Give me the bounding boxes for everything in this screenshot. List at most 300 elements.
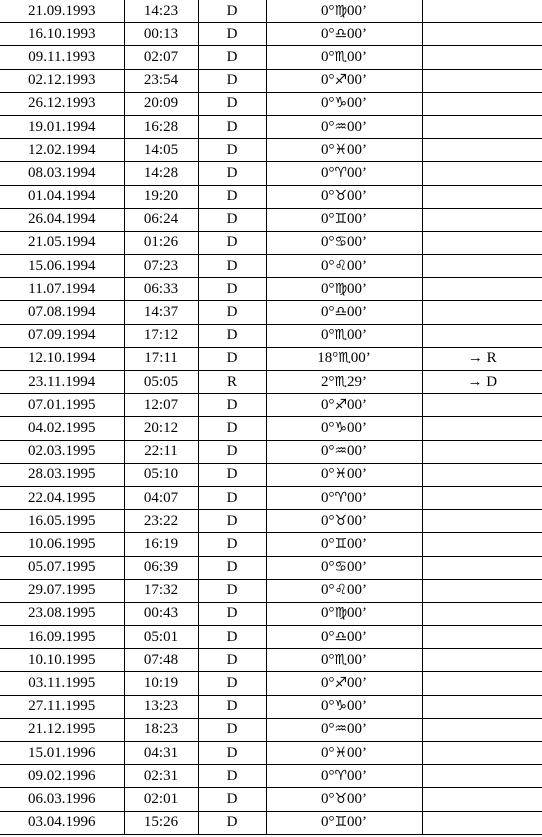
table-row [0,533,542,556]
table-row [0,92,542,115]
date-cell: 07.08.1994 [0,301,124,324]
position-cell [266,394,422,417]
pisces-sign-icon: ♓ [334,744,348,761]
position-cell [266,649,422,672]
table-row [0,185,542,208]
motion-cell: D [198,92,266,115]
position-degrees: 0° [320,698,335,715]
pisces-sign-icon: ♓ [334,466,348,483]
position-minutes: 00’ [347,512,368,529]
station-note-cell [422,510,542,533]
motion-cell: D [198,626,266,649]
scorpio-sign-icon: ♏ [338,350,351,367]
time-cell: 14:37 [124,301,198,324]
capricorn-sign-icon: ♑ [334,698,348,715]
date-cell: 02.12.1993 [0,69,124,92]
position-minutes: 00’ [347,234,368,251]
date-cell: 04.02.1995 [0,417,124,440]
position-degrees: 2° [320,373,335,390]
position-degrees: 0° [320,72,335,89]
position-minutes: 00’ [347,118,368,135]
table-row [0,579,542,602]
date-cell: 07.01.1995 [0,394,124,417]
table-row [0,394,542,417]
position-cell [266,347,422,370]
sagittarius-sign-icon: ♐ [334,675,348,692]
position-degrees: 0° [320,443,335,460]
table-row [0,672,542,695]
date-cell: 15.06.1994 [0,255,124,278]
position-degrees: 0° [320,582,335,599]
aquarius-sign-icon: ♒ [334,118,348,135]
station-note-cell [422,695,542,718]
time-cell: 20:12 [124,417,198,440]
position-degrees: 0° [320,2,335,19]
position-degrees: 0° [320,675,335,692]
time-cell: 12:07 [124,394,198,417]
position-cell [266,208,422,231]
table-row [0,649,542,672]
motion-cell: D [198,139,266,162]
position-cell [266,626,422,649]
date-cell: 22.04.1995 [0,486,124,509]
virgo-sign-icon: ♍ [334,280,348,297]
position-minutes: 00’ [347,466,368,483]
date-cell: 11.07.1994 [0,278,124,301]
station-note-cell [422,742,542,765]
capricorn-sign-icon: ♑ [334,95,348,112]
motion-cell: D [198,602,266,625]
aries-sign-icon: ♈ [334,489,348,506]
position-minutes: 00’ [347,628,368,645]
position-cell [266,301,422,324]
date-cell: 03.11.1995 [0,672,124,695]
time-cell: 05:10 [124,463,198,486]
table-row [0,46,542,69]
position-minutes: 00’ [347,790,368,807]
motion-cell: R [198,371,266,394]
motion-cell: D [198,162,266,185]
motion-cell: D [198,742,266,765]
time-cell: 17:32 [124,579,198,602]
position-minutes: 00’ [347,582,368,599]
time-cell: 17:11 [124,347,198,370]
position-minutes: 00’ [347,698,368,715]
taurus-sign-icon: ♉ [334,790,348,807]
motion-cell: D [198,486,266,509]
time-cell: 00:13 [124,23,198,46]
virgo-sign-icon: ♍ [334,2,348,19]
position-degrees: 0° [320,48,335,65]
table-row [0,255,542,278]
aries-sign-icon: ♈ [334,164,348,181]
motion-cell: D [198,718,266,741]
table-row [0,788,542,811]
gemini-sign-icon: ♊ [334,814,348,831]
table-row [0,765,542,788]
station-note-cell [422,46,542,69]
position-cell [266,718,422,741]
time-cell: 22:11 [124,440,198,463]
position-minutes: 00’ [347,304,368,321]
position-degrees: 0° [320,721,335,738]
date-cell: 23.08.1995 [0,602,124,625]
motion-cell: D [198,301,266,324]
position-degrees: 0° [320,790,335,807]
position-cell [266,255,422,278]
motion-cell: D [198,208,266,231]
table-row [0,440,542,463]
time-cell: 05:01 [124,626,198,649]
position-minutes: 00’ [347,443,368,460]
position-degrees: 0° [320,559,335,576]
table-row [0,115,542,138]
time-cell: 13:23 [124,695,198,718]
station-note-cell: → D [422,371,542,394]
motion-cell: D [198,556,266,579]
leo-sign-icon: ♌ [334,582,348,599]
time-cell: 14:23 [124,0,198,23]
virgo-sign-icon: ♍ [334,605,348,622]
date-cell: 07.09.1994 [0,324,124,347]
aries-sign-icon: ♈ [334,767,348,784]
position-minutes: 00’ [347,744,368,761]
position-degrees: 0° [320,628,335,645]
position-degrees: 18° [317,350,339,367]
position-minutes: 00’ [347,25,368,42]
station-note-cell [422,115,542,138]
date-cell: 03.04.1996 [0,811,124,834]
table-row [0,23,542,46]
motion-cell: D [198,278,266,301]
position-cell [266,463,422,486]
position-degrees: 0° [320,327,335,344]
motion-cell: D [198,672,266,695]
table-row [0,602,542,625]
position-minutes: 00’ [347,489,368,506]
station-note-cell [422,394,542,417]
motion-cell: D [198,69,266,92]
time-cell: 10:19 [124,672,198,695]
cancer-sign-icon: ♋ [334,559,348,576]
date-cell: 26.04.1994 [0,208,124,231]
position-degrees: 0° [320,605,335,622]
motion-cell: D [198,649,266,672]
motion-cell: D [198,695,266,718]
position-degrees: 0° [320,141,335,158]
motion-cell: D [198,23,266,46]
date-cell: 28.03.1995 [0,463,124,486]
station-note-cell [422,440,542,463]
motion-cell: D [198,788,266,811]
position-cell [266,324,422,347]
position-cell [266,533,422,556]
position-cell [266,417,422,440]
position-cell [266,115,422,138]
date-cell: 21.09.1993 [0,0,124,23]
scorpio-sign-icon: ♏ [334,373,348,390]
table-row [0,139,542,162]
station-note-cell [422,185,542,208]
position-cell [266,695,422,718]
position-minutes: 00’ [347,605,368,622]
date-cell: 29.07.1995 [0,579,124,602]
table-row [0,324,542,347]
station-note-cell [422,92,542,115]
position-minutes: 00’ [347,72,368,89]
time-cell: 15:26 [124,811,198,834]
position-cell [266,765,422,788]
aquarius-sign-icon: ♒ [334,443,348,460]
date-cell: 08.03.1994 [0,162,124,185]
station-note-cell [422,765,542,788]
station-note-cell [422,463,542,486]
table-row [0,417,542,440]
station-note-cell [422,208,542,231]
station-note-cell: → R [422,347,542,370]
date-cell: 21.05.1994 [0,231,124,254]
position-degrees: 0° [320,234,335,251]
date-cell: 10.06.1995 [0,533,124,556]
motion-cell: D [198,231,266,254]
table-row [0,69,542,92]
time-cell: 00:43 [124,602,198,625]
position-cell [266,69,422,92]
position-degrees: 0° [320,257,335,274]
date-cell: 19.01.1994 [0,115,124,138]
libra-sign-icon: ♎ [334,25,348,42]
motion-cell: D [198,255,266,278]
time-cell: 07:23 [124,255,198,278]
motion-cell: D [198,347,266,370]
position-minutes: 00’ [347,211,368,228]
table-row [0,742,542,765]
table-row [0,695,542,718]
motion-cell: D [198,46,266,69]
position-degrees: 0° [320,211,335,228]
date-cell: 26.12.1993 [0,92,124,115]
scorpio-sign-icon: ♏ [334,48,348,65]
table-row [0,486,542,509]
position-minutes: 00’ [350,350,371,367]
position-degrees: 0° [320,466,335,483]
table-row [0,301,542,324]
motion-cell: D [198,811,266,834]
table-row [0,231,542,254]
table-row [0,162,542,185]
position-cell [266,742,422,765]
position-cell [266,185,422,208]
aquarius-sign-icon: ♒ [334,721,348,738]
time-cell: 16:19 [124,533,198,556]
capricorn-sign-icon: ♑ [334,419,348,436]
cancer-sign-icon: ♋ [334,234,348,251]
position-minutes: 00’ [347,48,368,65]
position-degrees: 0° [320,95,335,112]
position-minutes: 00’ [347,327,368,344]
station-note-cell [422,23,542,46]
position-degrees: 0° [320,188,335,205]
position-minutes: 00’ [347,257,368,274]
position-cell [266,602,422,625]
motion-cell: D [198,765,266,788]
position-cell [266,371,422,394]
date-cell: 05.07.1995 [0,556,124,579]
position-degrees: 0° [320,164,335,181]
station-note-cell [422,278,542,301]
position-cell [266,278,422,301]
motion-cell: D [198,417,266,440]
time-cell: 06:39 [124,556,198,579]
motion-cell: D [198,440,266,463]
station-note-cell [422,301,542,324]
sagittarius-sign-icon: ♐ [334,72,348,89]
station-note-cell [422,626,542,649]
date-cell: 15.01.1996 [0,742,124,765]
gemini-sign-icon: ♊ [334,535,348,552]
taurus-sign-icon: ♉ [334,188,348,205]
date-cell: 12.10.1994 [0,347,124,370]
time-cell: 23:22 [124,510,198,533]
sagittarius-sign-icon: ♐ [334,396,348,413]
motion-cell: D [198,579,266,602]
position-cell [266,811,422,834]
leo-sign-icon: ♌ [334,257,348,274]
station-note-cell [422,324,542,347]
date-cell: 23.11.1994 [0,371,124,394]
time-cell: 14:05 [124,139,198,162]
position-minutes: 00’ [347,164,368,181]
table-row [0,811,542,834]
position-minutes: 00’ [347,535,368,552]
table-row [0,278,542,301]
motion-cell: D [198,533,266,556]
table-row [0,347,542,370]
station-note-cell [422,672,542,695]
pisces-sign-icon: ♓ [334,141,348,158]
time-cell: 23:54 [124,69,198,92]
table-row [0,510,542,533]
position-cell [266,579,422,602]
position-cell [266,46,422,69]
station-note-cell [422,649,542,672]
position-minutes: 00’ [347,767,368,784]
date-cell: 21.12.1995 [0,718,124,741]
position-degrees: 0° [320,419,335,436]
position-minutes: 29’ [347,373,368,390]
position-degrees: 0° [320,304,335,321]
libra-sign-icon: ♎ [334,628,348,645]
time-cell: 07:48 [124,649,198,672]
gemini-sign-icon: ♊ [334,211,348,228]
time-cell: 02:07 [124,46,198,69]
position-degrees: 0° [320,814,335,831]
time-cell: 06:24 [124,208,198,231]
date-cell: 16.10.1993 [0,23,124,46]
motion-cell: D [198,463,266,486]
position-cell [266,92,422,115]
position-minutes: 00’ [347,814,368,831]
time-cell: 17:12 [124,324,198,347]
date-cell: 10.10.1995 [0,649,124,672]
position-cell [266,440,422,463]
position-cell [266,510,422,533]
station-note-cell [422,579,542,602]
time-cell: 01:26 [124,231,198,254]
motion-cell: D [198,324,266,347]
position-degrees: 0° [320,280,335,297]
date-cell: 09.11.1993 [0,46,124,69]
time-cell: 04:07 [124,486,198,509]
station-note-cell [422,69,542,92]
position-degrees: 0° [320,535,335,552]
time-cell: 19:20 [124,185,198,208]
position-degrees: 0° [320,744,335,761]
position-minutes: 00’ [347,675,368,692]
position-minutes: 00’ [347,396,368,413]
station-note-cell [422,788,542,811]
station-note-cell [422,533,542,556]
station-note-cell [422,602,542,625]
position-cell [266,231,422,254]
table-row [0,371,542,394]
station-note-cell [422,255,542,278]
time-cell: 02:01 [124,788,198,811]
position-minutes: 00’ [347,95,368,112]
table-row [0,208,542,231]
position-minutes: 00’ [347,419,368,436]
table-row [0,0,542,23]
position-minutes: 00’ [347,188,368,205]
station-note-cell [422,556,542,579]
date-cell: 16.05.1995 [0,510,124,533]
position-minutes: 00’ [347,2,368,19]
position-cell [266,788,422,811]
position-cell [266,556,422,579]
position-cell [266,139,422,162]
date-cell: 12.02.1994 [0,139,124,162]
position-minutes: 00’ [347,280,368,297]
station-note-cell [422,0,542,23]
time-cell: 04:31 [124,742,198,765]
motion-cell: D [198,185,266,208]
date-cell: 01.04.1994 [0,185,124,208]
time-cell: 20:09 [124,92,198,115]
scorpio-sign-icon: ♏ [334,327,348,344]
position-cell [266,486,422,509]
motion-cell: D [198,394,266,417]
time-cell: 06:33 [124,278,198,301]
station-note-cell [422,486,542,509]
date-cell: 16.09.1995 [0,626,124,649]
time-cell: 02:31 [124,765,198,788]
libra-sign-icon: ♎ [334,304,348,321]
date-cell: 09.02.1996 [0,765,124,788]
position-degrees: 0° [320,651,335,668]
position-degrees: 0° [320,489,335,506]
time-cell: 18:23 [124,718,198,741]
position-degrees: 0° [320,767,335,784]
position-minutes: 00’ [347,651,368,668]
time-cell: 05:05 [124,371,198,394]
time-cell: 16:28 [124,115,198,138]
position-minutes: 00’ [347,721,368,738]
station-note-cell [422,162,542,185]
station-note-cell [422,231,542,254]
station-note-cell [422,139,542,162]
position-degrees: 0° [320,396,335,413]
time-cell: 14:28 [124,162,198,185]
